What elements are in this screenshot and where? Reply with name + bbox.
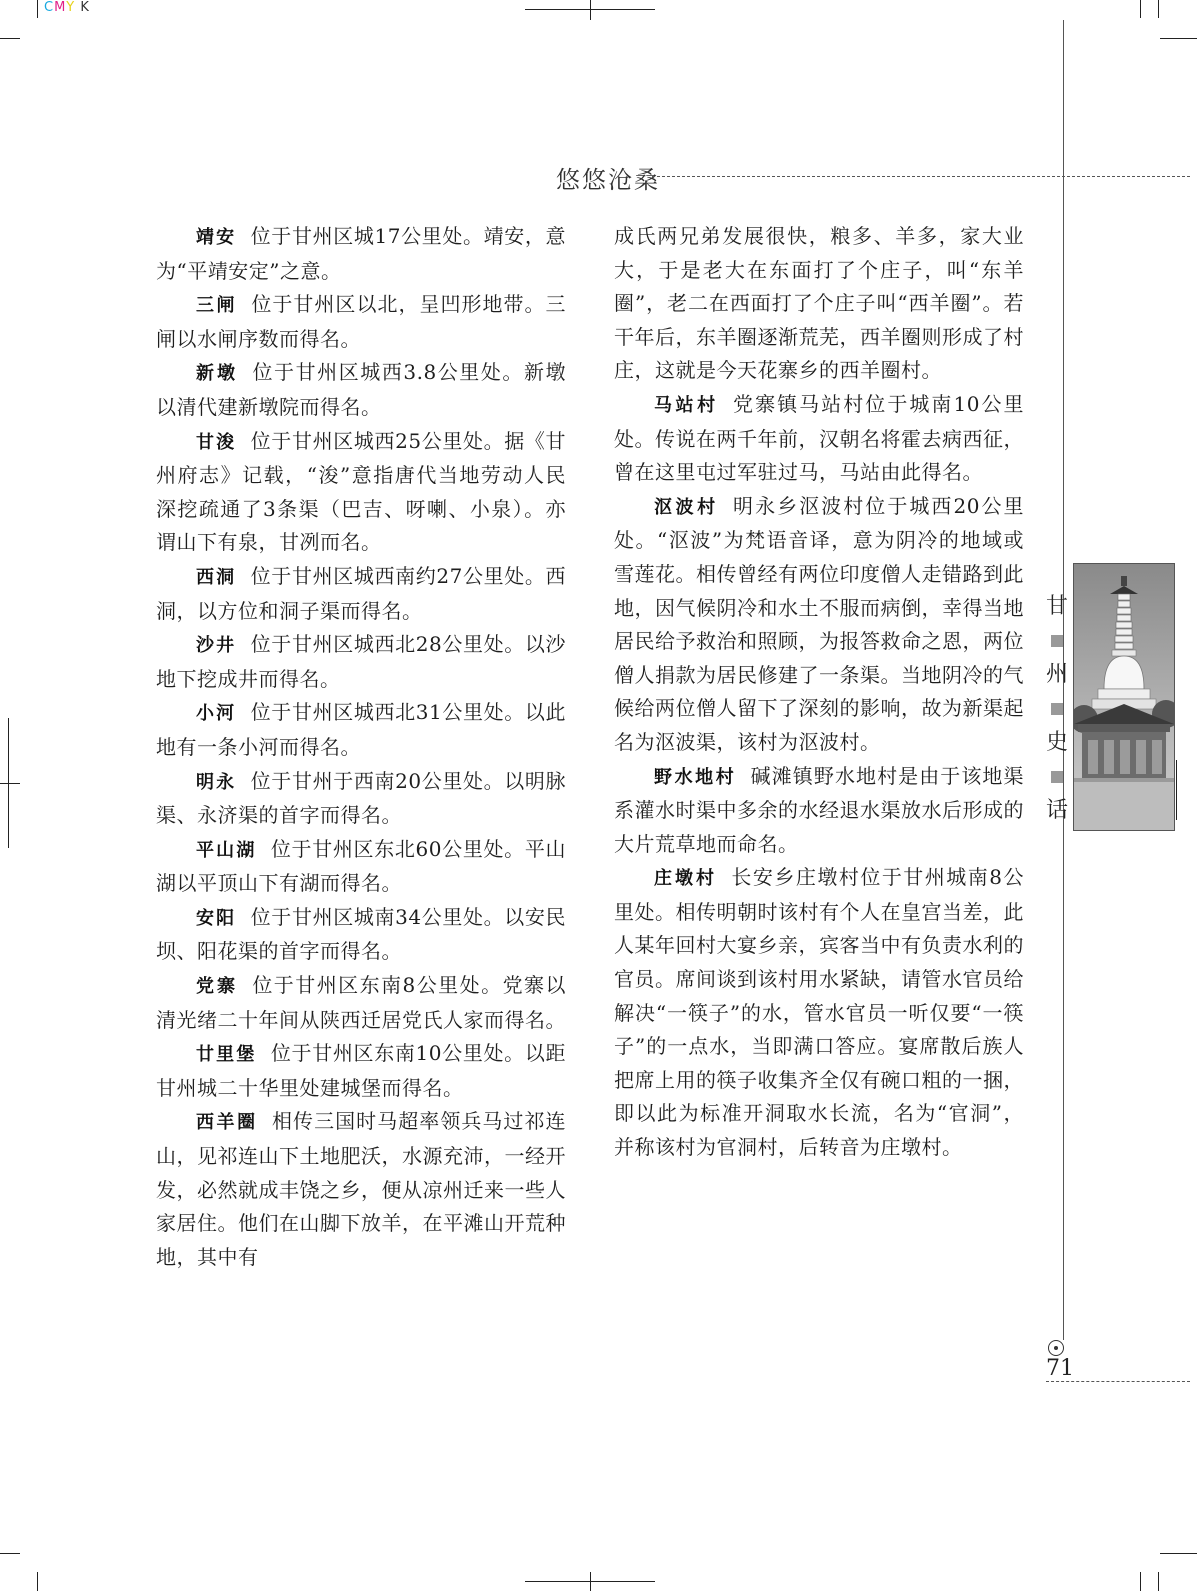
entry-term: 沤波村 [654, 496, 719, 518]
entry-paragraph [156, 1105, 566, 1274]
crop-mark [1160, 38, 1197, 39]
entry-term: 庄墩村 [654, 868, 717, 890]
entry-term: 新墩 [196, 363, 239, 385]
entry-paragraph [156, 220, 566, 288]
side-char: 话 [1045, 798, 1068, 823]
entry-term: 靖安 [196, 227, 237, 248]
crop-mark [590, 1572, 591, 1591]
entry-paragraph [156, 425, 566, 560]
header-dashed-rule [652, 176, 1190, 177]
crop-mark [1158, 1572, 1159, 1591]
footer-dashed-rule [1046, 1381, 1190, 1382]
entry-text: 位于甘州于西南20公里处。以明脉渠、永济渠的首字而得名。 [156, 768, 567, 828]
entry-paragraph [156, 765, 566, 833]
entry-term: 三闸 [196, 295, 238, 317]
entry-paragraph [156, 833, 566, 901]
square-bullet-icon [1051, 771, 1063, 783]
entry-text: 明永乡沤波村位于城西20公里处。“沤波”为梵语音译，意为阴冷的地域或雪莲花。相传曾经有两位印度僧人走错路到此地，因气候阴冷和水土不服而病倒，幸得当地居民给予救治和照顾，为报答救命之恩，两位僧人捐款为居民修建了一条渠。当地阴冷的气候给两位僧人留下了深刻的影响，故为新渠起名为沤波渠，该村为沤波村。 [614, 493, 1025, 754]
crop-mark [0, 783, 20, 784]
entry-paragraph [156, 288, 566, 356]
entry-paragraph [156, 1037, 566, 1105]
crop-mark [1158, 0, 1159, 18]
cmyk-k: K [80, 0, 90, 15]
page-ornament-icon [1048, 1340, 1064, 1356]
crop-mark [0, 38, 20, 39]
entry-term: 平山湖 [196, 839, 257, 861]
crop-mark [590, 0, 591, 20]
side-char: 州 [1045, 662, 1068, 687]
entry-term: 安阳 [196, 907, 237, 929]
side-book-title [1045, 590, 1069, 828]
crop-mark [37, 1572, 38, 1591]
continued-paragraph: 成氏两兄弟发展很快，粮多、羊多，家大业大，于是老大在东面打了个庄子，叫“东羊圈”，老二在西面打了个庄子叫“西羊圈”。若干年后，东羊圈逐渐荒芜，西羊圈则形成了村庄，这就是今天花寨乡的西羊圈村。 [614, 224, 1024, 383]
entry-text: 位于甘州区城西北31公里处。以此地有一条小河而得名。 [156, 700, 567, 759]
entry-term: 廿里堡 [196, 1044, 257, 1066]
entry-text: 位于甘州区城西3.8公里处。新墩以清代建新墩院而得名。 [156, 360, 566, 419]
entry-paragraph [614, 760, 1024, 862]
entry-text: 位于甘州区城西南约27公里处。西洞，以方位和洞子渠而得名。 [156, 563, 567, 623]
entry-paragraph [156, 969, 566, 1037]
entry-term: 野水地村 [654, 766, 737, 788]
crop-mark [1140, 0, 1141, 18]
entry-text: 位于甘州区东南8公里处。党寨以清光绪二十年间从陕西迁居党氏人家而得名。 [156, 973, 566, 1032]
cmyk-c: C [44, 0, 55, 15]
entry-text: 党寨镇马站村位于城南10公里处。传说在两千年前，汉朝名将霍去病西征，曾在这里屯过军驻过马，马站由此得名。 [614, 391, 1025, 485]
entry-paragraph [156, 696, 566, 764]
entry-paragraph [614, 861, 1024, 1164]
side-char: 甘 [1045, 594, 1068, 619]
crop-mark [1160, 1553, 1197, 1554]
entry-paragraph [614, 388, 1024, 490]
entry-term: 沙井 [196, 635, 237, 657]
entry-term: 明永 [196, 771, 237, 793]
left-column [156, 220, 566, 1274]
entry-text: 位于甘州区以北，呈凹形地带。三闸以水闸序数而得名。 [156, 292, 567, 351]
entry-paragraph [156, 628, 566, 696]
entry-text: 相传三国时马超率领兵马过祁连山，见祁连山下土地肥沃，水源充沛，一经开发，必然就成丰饶之乡，便从凉州迁来一些人家居住。他们在山脚下放羊，在平滩山开荒种地，其中有 [156, 1109, 567, 1269]
entry-text: 碱滩镇野水地村是由于该地渠系灌水时渠中多余的水经退水渠放水后形成的大片荒草地而命名。 [614, 763, 1025, 856]
entry-paragraph [156, 356, 566, 424]
entry-text: 位于甘州区城西北28公里处。以沙地下挖成井而得名。 [156, 632, 567, 691]
crop-mark [1140, 1572, 1141, 1591]
entry-term: 党寨 [196, 976, 238, 998]
cmyk-y: Y [66, 0, 76, 15]
page-number: 71 [1046, 1356, 1074, 1381]
entry-term: 甘浚 [196, 431, 237, 453]
crop-mark [0, 1553, 20, 1554]
entry-term: 小河 [196, 703, 237, 725]
entry-text: 位于甘州区东北60公里处。平山湖以平顶山下有湖而得名。 [156, 836, 566, 896]
crop-mark [1176, 760, 1177, 820]
white-pagoda-photo [1073, 563, 1175, 831]
entry-text: 位于甘州区东南10公里处。以距甘州城二十华里处建城堡而得名。 [156, 1041, 566, 1100]
entry-text: 位于甘州区城17公里处。靖安，意为“平靖安定”之意。 [156, 224, 567, 283]
entry-term: 马站村 [654, 394, 719, 416]
side-char: 史 [1045, 730, 1068, 755]
entry-paragraph [156, 901, 566, 969]
entry-term: 西洞 [196, 566, 237, 588]
entry-text: 位于甘州区城西25公里处。据《甘州府志》记载，“浚”意指唐代当地劳动人民深挖疏通了3条渠（巴吉、呀喇、小泉）。亦谓山下有泉，甘冽而名。 [156, 428, 567, 555]
entry-text: 长安乡庄墩村位于甘州城南8公里处。相传明朝时该村有个人在皇宫当差，此人某年回村大宴乡亲，宾客当中有负责水利的官员。席间谈到该村用水紧缺，请管水官员给解决“一筷子”的水，管水官员一听仅要“一筷子”的一点水，当即满口答应。宴席散后族人把席上用的筷子收集齐全仅有碗口粗的一捆，即以此为标准开洞取水长流，名为“官洞”，并称该村为官洞村，后转音为庄墩村。 [614, 865, 1024, 1160]
right-column [614, 220, 1024, 1165]
square-bullet-icon [1051, 703, 1063, 715]
entry-paragraph [156, 560, 566, 628]
cmyk-color-bar [44, 0, 90, 15]
crop-mark [37, 0, 38, 18]
entry-text: 位于甘州区城南34公里处。以安民坝、阳花渠的首字而得名。 [156, 904, 567, 964]
running-header-title: 悠悠沧桑 [556, 166, 660, 194]
entry-term: 西羊圈 [196, 1112, 258, 1134]
square-bullet-icon [1051, 635, 1063, 647]
cmyk-m: M [54, 0, 67, 15]
entry-paragraph [614, 490, 1024, 760]
